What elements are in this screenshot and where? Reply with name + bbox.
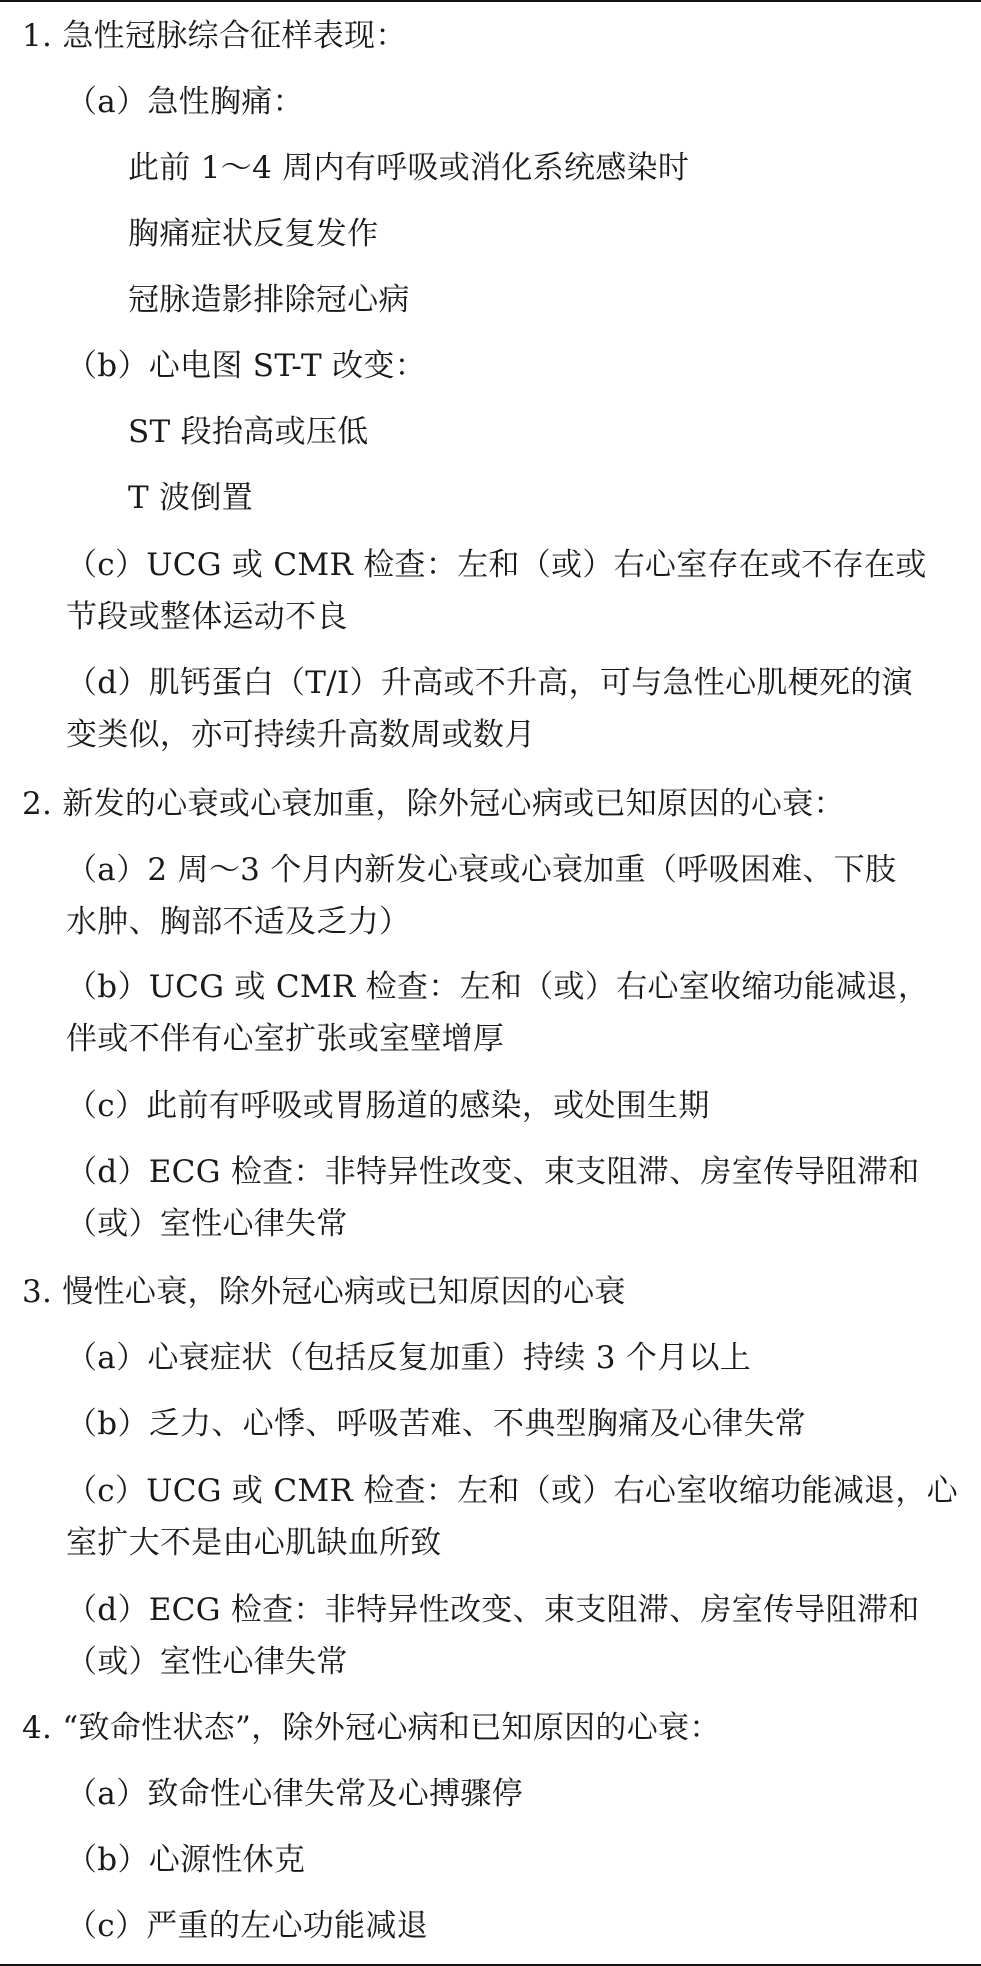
section-1-item-d bbox=[66, 663, 965, 767]
section-1-item-a-sub-3: 冠脉造影排除冠心病 bbox=[128, 282, 410, 318]
section-2-item-d bbox=[66, 1152, 965, 1256]
section-1-item-c-line-2: 节段或整体运动不良 bbox=[66, 599, 348, 635]
section-4-item-b bbox=[66, 1840, 965, 1892]
section-2-item-b-line-1: （b）UCG 或 CMR 检查：左和（或）右心室收缩功能减退， bbox=[66, 969, 930, 1005]
section-1-item-a-sub-1: 此前 1～4 周内有呼吸或消化系统感染时 bbox=[128, 150, 690, 186]
section-2-item-a-line-1: （a）2 周～3 个月内新发心衰或心衰加重（呼吸困难、下肢 bbox=[66, 852, 897, 888]
section-3-item-b-line-1: （b）乏力、心悸、呼吸苦难、不典型胸痛及心律失常 bbox=[66, 1406, 807, 1442]
section-1-heading: 1. 急性冠脉综合征样表现： bbox=[22, 18, 407, 54]
section-1-item-d-line-1: （d）肌钙蛋白（T/I）升高或不升高，可与急性心肌梗死的演 bbox=[66, 665, 913, 701]
section-1-item-c bbox=[66, 545, 965, 649]
section-3-item-a bbox=[66, 1338, 965, 1390]
section-2-heading: 2. 新发的心衰或心衰加重，除外冠心病或已知原因的心衰： bbox=[22, 786, 845, 822]
section-4-item-c bbox=[66, 1906, 965, 1958]
section-3-item-a-line-1: （a）心衰症状（包括反复加重）持续 3 个月以上 bbox=[66, 1340, 752, 1376]
section-1-item-b-sub-1: ST 段抬高或压低 bbox=[128, 414, 369, 450]
section-3-item-d bbox=[66, 1590, 965, 1694]
section-3-item-b bbox=[66, 1404, 965, 1456]
section-3-item-c-line-1: （c）UCG 或 CMR 检查：左和（或）右心室收缩功能减退，心 bbox=[66, 1473, 958, 1509]
section-4-item-a bbox=[66, 1774, 965, 1826]
section-3-heading: 3. 慢性心衰，除外冠心病或已知原因的心衰 bbox=[22, 1274, 626, 1310]
section-3-item-c bbox=[66, 1471, 965, 1575]
section-4-item-a-line-1: （a）致命性心律失常及心搏骤停 bbox=[66, 1776, 523, 1812]
section-2-item-c bbox=[66, 1086, 965, 1138]
section-2-item-d-line-2: （或）室性心律失常 bbox=[66, 1206, 348, 1242]
section-2-item-b bbox=[66, 967, 965, 1071]
section-3-item-c-line-2: 室扩大不是由心肌缺血所致 bbox=[66, 1525, 442, 1561]
section-2-item-b-line-2: 伴或不伴有心室扩张或室壁增厚 bbox=[66, 1021, 505, 1057]
section-2-item-d-line-1: （d）ECG 检查：非特异性改变、束支阻滞、房室传导阻滞和 bbox=[66, 1154, 920, 1190]
section-3-item-d-line-2: （或）室性心律失常 bbox=[66, 1644, 348, 1680]
section-1-item-b-label: （b）心电图 ST-T 改变： bbox=[66, 348, 427, 384]
section-2-item-c-line-1: （c）此前有呼吸或胃肠道的感染，或处围生期 bbox=[66, 1088, 710, 1124]
section-1-item-a-label: （a）急性胸痛： bbox=[66, 84, 304, 120]
section-2-item-a bbox=[66, 850, 965, 954]
section-1-item-b-sub-2: T 波倒置 bbox=[128, 480, 254, 516]
section-2-item-a-line-2: 水肿、胸部不适及乏力） bbox=[66, 904, 411, 940]
section-4-item-b-line-1: （b）心源性休克 bbox=[66, 1842, 306, 1878]
section-1-item-a-sub-2: 胸痛症状反复发作 bbox=[128, 216, 379, 252]
section-4-heading: 4. “致命性状态”，除外冠心病和已知原因的心衰： bbox=[22, 1710, 721, 1746]
section-4-item-c-line-1: （c）严重的左心功能减退 bbox=[66, 1908, 428, 1944]
section-1-item-d-line-2: 变类似，亦可持续升高数周或数月 bbox=[66, 717, 536, 753]
section-1-item-c-line-1: （c）UCG 或 CMR 检查：左和（或）右心室存在或不存在或 bbox=[66, 547, 927, 583]
section-3-item-d-line-1: （d）ECG 检查：非特异性改变、束支阻滞、房室传导阻滞和 bbox=[66, 1592, 920, 1628]
